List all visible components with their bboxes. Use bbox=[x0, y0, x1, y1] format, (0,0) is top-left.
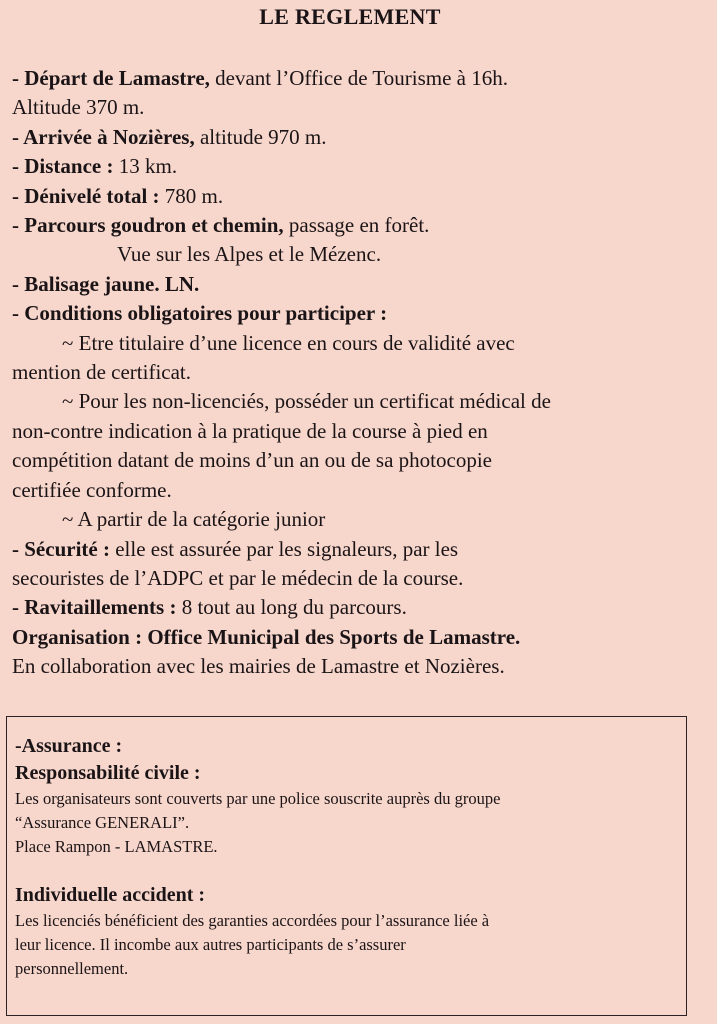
individuelle-accident-line1: Les licenciés bénéficient des garanties accordées pour l’assurance liée à bbox=[15, 911, 490, 930]
responsabilite-civile-line2: “Assurance GENERALI”. bbox=[15, 813, 190, 832]
rule-denivele-text: 780 m. bbox=[159, 183, 224, 208]
rule-balisage-label: - Balisage jaune. LN. bbox=[12, 271, 200, 296]
rule-securite-text: elle est assurée par les signaleurs, par les bbox=[109, 536, 459, 561]
section-spacer bbox=[15, 859, 686, 882]
assurance-box bbox=[6, 716, 687, 1016]
rule-depart-text: devant l’Office de Tourisme à 16h. bbox=[209, 66, 508, 90]
rule-arrivee-text: altitude 970 m. bbox=[194, 124, 327, 149]
condition-licence-line2: mention de certificat. bbox=[12, 360, 192, 385]
condition-certificat-line4: certifiée conforme. bbox=[12, 477, 172, 502]
rule-depart bbox=[12, 64, 702, 93]
rule-ravitaillements bbox=[12, 593, 702, 622]
rule-balisage bbox=[12, 270, 702, 299]
rule-distance bbox=[12, 152, 702, 181]
rule-conditions bbox=[12, 299, 702, 328]
individuelle-accident-heading: Individuelle accident : bbox=[15, 884, 206, 906]
responsabilite-civile-line1: Les organisateurs sont couverts par une police souscrite auprès du groupe bbox=[15, 789, 501, 808]
condition-licence-line1: ~ Etre titulaire d’une licence en cours de validité avec bbox=[62, 330, 515, 355]
responsabilite-civile-heading: Responsabilité civile : bbox=[15, 762, 201, 784]
rule-ravitaillements-text: 8 tout au long du parcours. bbox=[176, 595, 407, 620]
assurance-heading: -Assurance : bbox=[15, 735, 123, 757]
condition-certificat-line1: ~ Pour les non-licenciés, posséder un certificat médical de bbox=[62, 389, 551, 414]
rule-parcours-vue: Vue sur les Alpes et le Mézenc. bbox=[117, 242, 382, 267]
rule-distance-label: - Distance : bbox=[12, 154, 114, 179]
page-title: LE REGLEMENT bbox=[259, 4, 441, 29]
rule-parcours-text: passage en forêt. bbox=[283, 213, 430, 238]
rule-ravitaillements-label: - Ravitaillements : bbox=[12, 595, 177, 620]
rule-securite bbox=[12, 535, 702, 564]
rule-depart-altitude: Altitude 370 m. bbox=[12, 95, 145, 120]
rule-denivele bbox=[12, 182, 702, 211]
individuelle-accident-line2: leur licence. Il incombe aux autres participants de s’assurer bbox=[15, 935, 406, 954]
rule-parcours bbox=[12, 211, 702, 240]
individuelle-accident-line3: personnellement. bbox=[15, 959, 129, 978]
condition-certificat-line3: compétition datant de moins d’un an ou de sa photocopie bbox=[12, 448, 492, 473]
rule-arrivee bbox=[12, 123, 702, 152]
rule-securite-label: - Sécurité : bbox=[12, 536, 110, 561]
rule-conditions-label: - Conditions obligatoires pour participer : bbox=[12, 301, 388, 326]
rule-securite-line2: secouristes de l’ADPC et par le médecin de la course. bbox=[12, 565, 464, 590]
condition-certificat-line2: non-contre indication à la pratique de la course à pied en bbox=[12, 418, 488, 443]
rule-organisation-label: Organisation : Office Municipal des Sports de Lamastre. bbox=[12, 624, 521, 649]
rule-organisation bbox=[12, 623, 702, 652]
rule-arrivee-label: - Arrivée à Nozières, bbox=[12, 124, 195, 149]
rule-collaboration: En collaboration avec les mairies de Lamastre et Nozières. bbox=[12, 654, 505, 679]
rule-parcours-label: - Parcours goudron et chemin, bbox=[12, 213, 284, 238]
rule-depart-label: - Départ de Lamastre, bbox=[12, 66, 210, 90]
rule-distance-text: 13 km. bbox=[113, 154, 178, 179]
condition-categorie: ~ A partir de la catégorie junior bbox=[62, 507, 326, 532]
rules-list bbox=[12, 64, 702, 682]
rule-denivele-label: - Dénivelé total : bbox=[12, 183, 160, 208]
responsabilite-civile-line3: Place Rampon - LAMASTRE. bbox=[15, 837, 218, 856]
